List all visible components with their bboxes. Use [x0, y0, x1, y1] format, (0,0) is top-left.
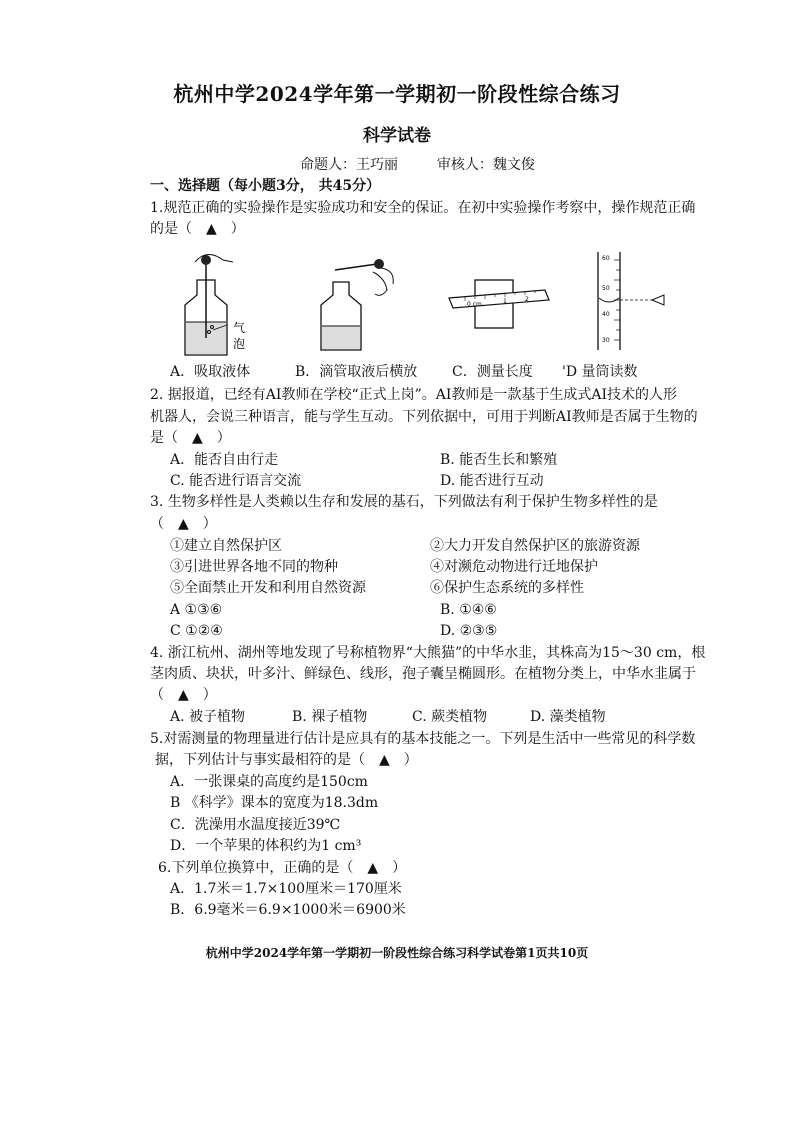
- q3-stem-line-2: （ ▲ ）: [150, 516, 217, 532]
- q3-item-5: ⑤全面禁止开发和利用自然资源: [170, 580, 366, 596]
- q6-stem-line-1: 6.下列单位换算中，正确的是（ ▲ ）: [158, 860, 407, 876]
- exam-title: 杭州中学2024学年第一学期初一阶段性综合练习: [173, 82, 621, 106]
- cyl-mark-50: 50: [602, 285, 610, 292]
- q3-option-b: B. ①④⑥: [440, 602, 497, 618]
- q4-option-c: C. 蕨类植物: [412, 709, 488, 725]
- q3-item-4: ④对濒危动物进行迁地保护: [430, 559, 598, 575]
- figure-b-horizontal-dropper: [315, 250, 405, 358]
- q3-option-c: C ①②④: [170, 623, 223, 639]
- q5-stem-line-2: 据，下列估计与事实最相符的是（ ▲ ）: [155, 752, 418, 768]
- q4-stem-line-1: 4. 浙江杭州、湖州等地发现了号称植物界“大熊猫”的中华水韭，其株高为15～30 cm，根: [150, 645, 706, 661]
- q4-option-a: A. 被子植物: [170, 709, 246, 725]
- page-footer: 杭州中学2024学年第一学期初一阶段性综合练习科学试卷第1页共10页: [205, 946, 589, 960]
- q1-option-b: B．滴管取液后横放: [295, 364, 418, 380]
- ruler-mark-1: 1: [503, 298, 507, 305]
- figure-a-dropper-in-bottle: [175, 250, 265, 358]
- q2-stem-line-3: 是（ ▲ ）: [150, 430, 231, 446]
- q3-stem-line-1: 3. 生物多样性是人类赖以生存和发展的基石，下列做法有利于保护生物多样性的是: [150, 494, 658, 510]
- q3-item-6: ⑥保护生态系统的多样性: [430, 580, 584, 596]
- q3-item-2: ②大力开发自然保护区的旅游资源: [430, 538, 640, 554]
- q1-option-d: 'D 量筒读数: [562, 364, 638, 380]
- q3-item-1: ①建立自然保护区: [170, 538, 282, 554]
- q5-option-c: C．洗澡用水温度接近39℃: [170, 817, 341, 833]
- q3-option-a: A ①③⑥: [170, 602, 223, 618]
- q2-option-a: A．能否自由行走: [170, 452, 279, 468]
- q1-option-a: A．吸取液体: [170, 364, 251, 380]
- ruler-mark-2: 2: [525, 296, 529, 303]
- q2-option-c: C. 能否进行语言交流: [170, 473, 302, 489]
- q2-stem-line-1: 2. 据报道，已经有AI教师在学校“正式上岗”。AI教师是一款基于生成式AI技术的人形: [150, 387, 678, 403]
- q1-stem-line-1: 1.规范正确的实验操作是实验成功和安全的保证。在初中实验操作考察中，操作规范正确: [150, 200, 696, 216]
- q1-figures: [150, 250, 670, 360]
- q2-option-b: B. 能否生长和繁殖: [440, 452, 558, 468]
- q6-option-b: B．6.9毫米＝6.9×1000米＝6900米: [170, 902, 406, 918]
- cyl-mark-60: 60: [602, 255, 610, 262]
- eye-icon: [652, 295, 664, 305]
- q4-option-d: D. 藻类植物: [530, 709, 606, 725]
- q2-stem-line-2: 机器人，会说三种语言，能与学生互动。下列依据中，可用于判断AI教师是否属于生物的: [150, 409, 698, 425]
- setter: 命题人：王巧丽: [300, 157, 398, 173]
- q5-option-d: D．一个苹果的体积约为1 cm³: [170, 838, 362, 854]
- q4-stem-line-3: （ ▲ ）: [150, 687, 217, 703]
- ruler-mark-0: 0 cm: [467, 301, 482, 308]
- authors-line: [300, 154, 535, 174]
- cyl-mark-40: 40: [602, 311, 610, 318]
- q5-option-b: B 《科学》课本的宽度为18.3dm: [170, 795, 379, 811]
- q3-option-d: D. ②③⑤: [440, 623, 498, 639]
- q3-item-3: ③引进世界各地不同的物种: [170, 559, 338, 575]
- cyl-mark-30: 30: [602, 337, 610, 344]
- q1-option-c: C．测量长度: [452, 364, 533, 380]
- q4-option-b: B. 裸子植物: [292, 709, 368, 725]
- reviewer: 审核人：魏文俊: [436, 157, 535, 173]
- q5-option-a: A．一张课桌的高度约是150cm: [170, 774, 368, 790]
- label-pao: 泡: [233, 337, 246, 351]
- figure-c-ruler: [445, 250, 555, 358]
- q1-stem-line-2: 的是（ ▲ ）: [150, 221, 245, 237]
- figure-d-cylinder: [590, 250, 680, 358]
- q5-stem-line-1: 5.对需测量的物理量进行估计是应具有的基本技能之一。下列是生活中一些常见的科学数: [150, 731, 696, 747]
- label-qi: 气: [233, 321, 246, 335]
- q4-stem-line-2: 茎肉质、块状，叶多汁、鲜绿色、线形，孢子囊呈椭圆形。在植物分类上，中华水韭属于: [150, 666, 696, 682]
- q2-option-d: D. 能否进行互动: [440, 473, 544, 489]
- exam-subtitle: 科学试卷: [363, 126, 431, 146]
- q6-option-a: A．1.7米＝1.7×100厘米＝170厘米: [170, 881, 402, 897]
- section-heading: 一、选择题（每小题3分， 共45分）: [150, 178, 381, 194]
